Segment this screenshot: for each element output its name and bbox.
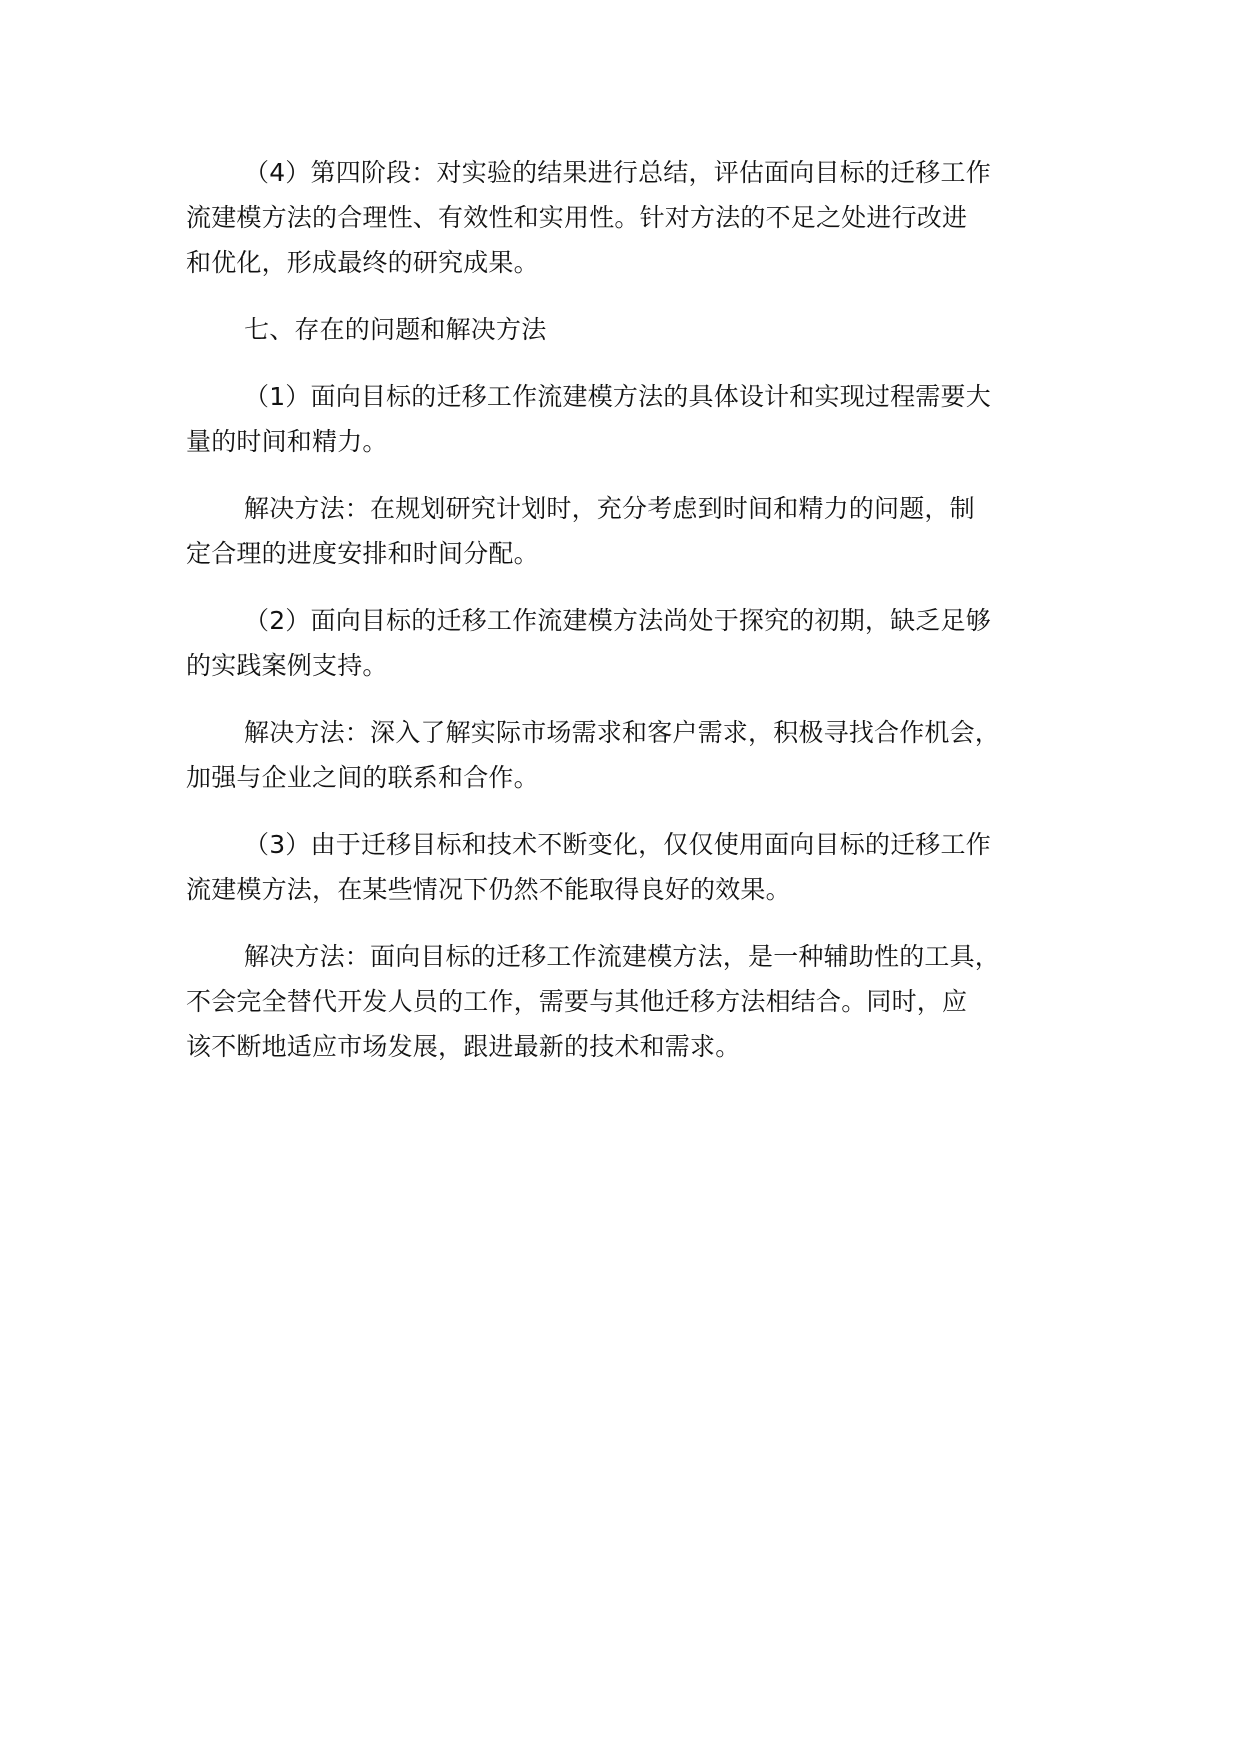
paragraph-solution-2: [186, 710, 1086, 800]
text-line: 定合理的进度安排和时间分配。: [186, 539, 539, 568]
paragraph-stage-four: [186, 150, 1086, 285]
text-line: 流建模方法，在某些情况下仍然不能取得良好的效果。: [186, 875, 791, 904]
text-line: 量的时间和精力。: [186, 427, 388, 456]
text-line: 和优化，形成最终的研究成果。: [186, 248, 539, 277]
text-line: 不会完全替代开发人员的工作，需要与其他迁移方法相结合。同时，应: [186, 987, 968, 1016]
text-line: （4）第四阶段：对实验的结果进行总结，评估面向目标的迁移工作: [244, 158, 991, 187]
paragraph-solution-3: [186, 934, 1086, 1069]
paragraph-problem-1: [186, 374, 1086, 464]
text-line: 解决方法：在规划研究计划时，充分考虑到时间和精力的问题，制: [244, 494, 975, 523]
text-line: （3）由于迁移目标和技术不断变化，仅仅使用面向目标的迁移工作: [244, 830, 991, 859]
text-line: 流建模方法的合理性、有效性和实用性。针对方法的不足之处进行改进: [186, 203, 968, 232]
document-body: [186, 150, 1086, 1091]
text-line: （1）面向目标的迁移工作流建模方法的具体设计和实现过程需要大: [244, 382, 991, 411]
text-line: 加强与企业之间的联系和合作。: [186, 763, 539, 792]
text-line: 的实践案例支持。: [186, 651, 388, 680]
paragraph-problem-3: [186, 822, 1086, 912]
section-heading-problems-solutions: [186, 307, 1086, 352]
text-line: （2）面向目标的迁移工作流建模方法尚处于探究的初期，缺乏足够: [244, 606, 991, 635]
section-heading-text: 七、存在的问题和解决方法: [244, 315, 547, 344]
text-line: 解决方法：面向目标的迁移工作流建模方法，是一种辅助性的工具，: [244, 942, 1001, 971]
paragraph-solution-1: [186, 486, 1086, 576]
text-line: 该不断地适应市场发展，跟进最新的技术和需求。: [186, 1032, 741, 1061]
paragraph-problem-2: [186, 598, 1086, 688]
text-line: 解决方法：深入了解实际市场需求和客户需求，积极寻找合作机会，: [244, 718, 1001, 747]
